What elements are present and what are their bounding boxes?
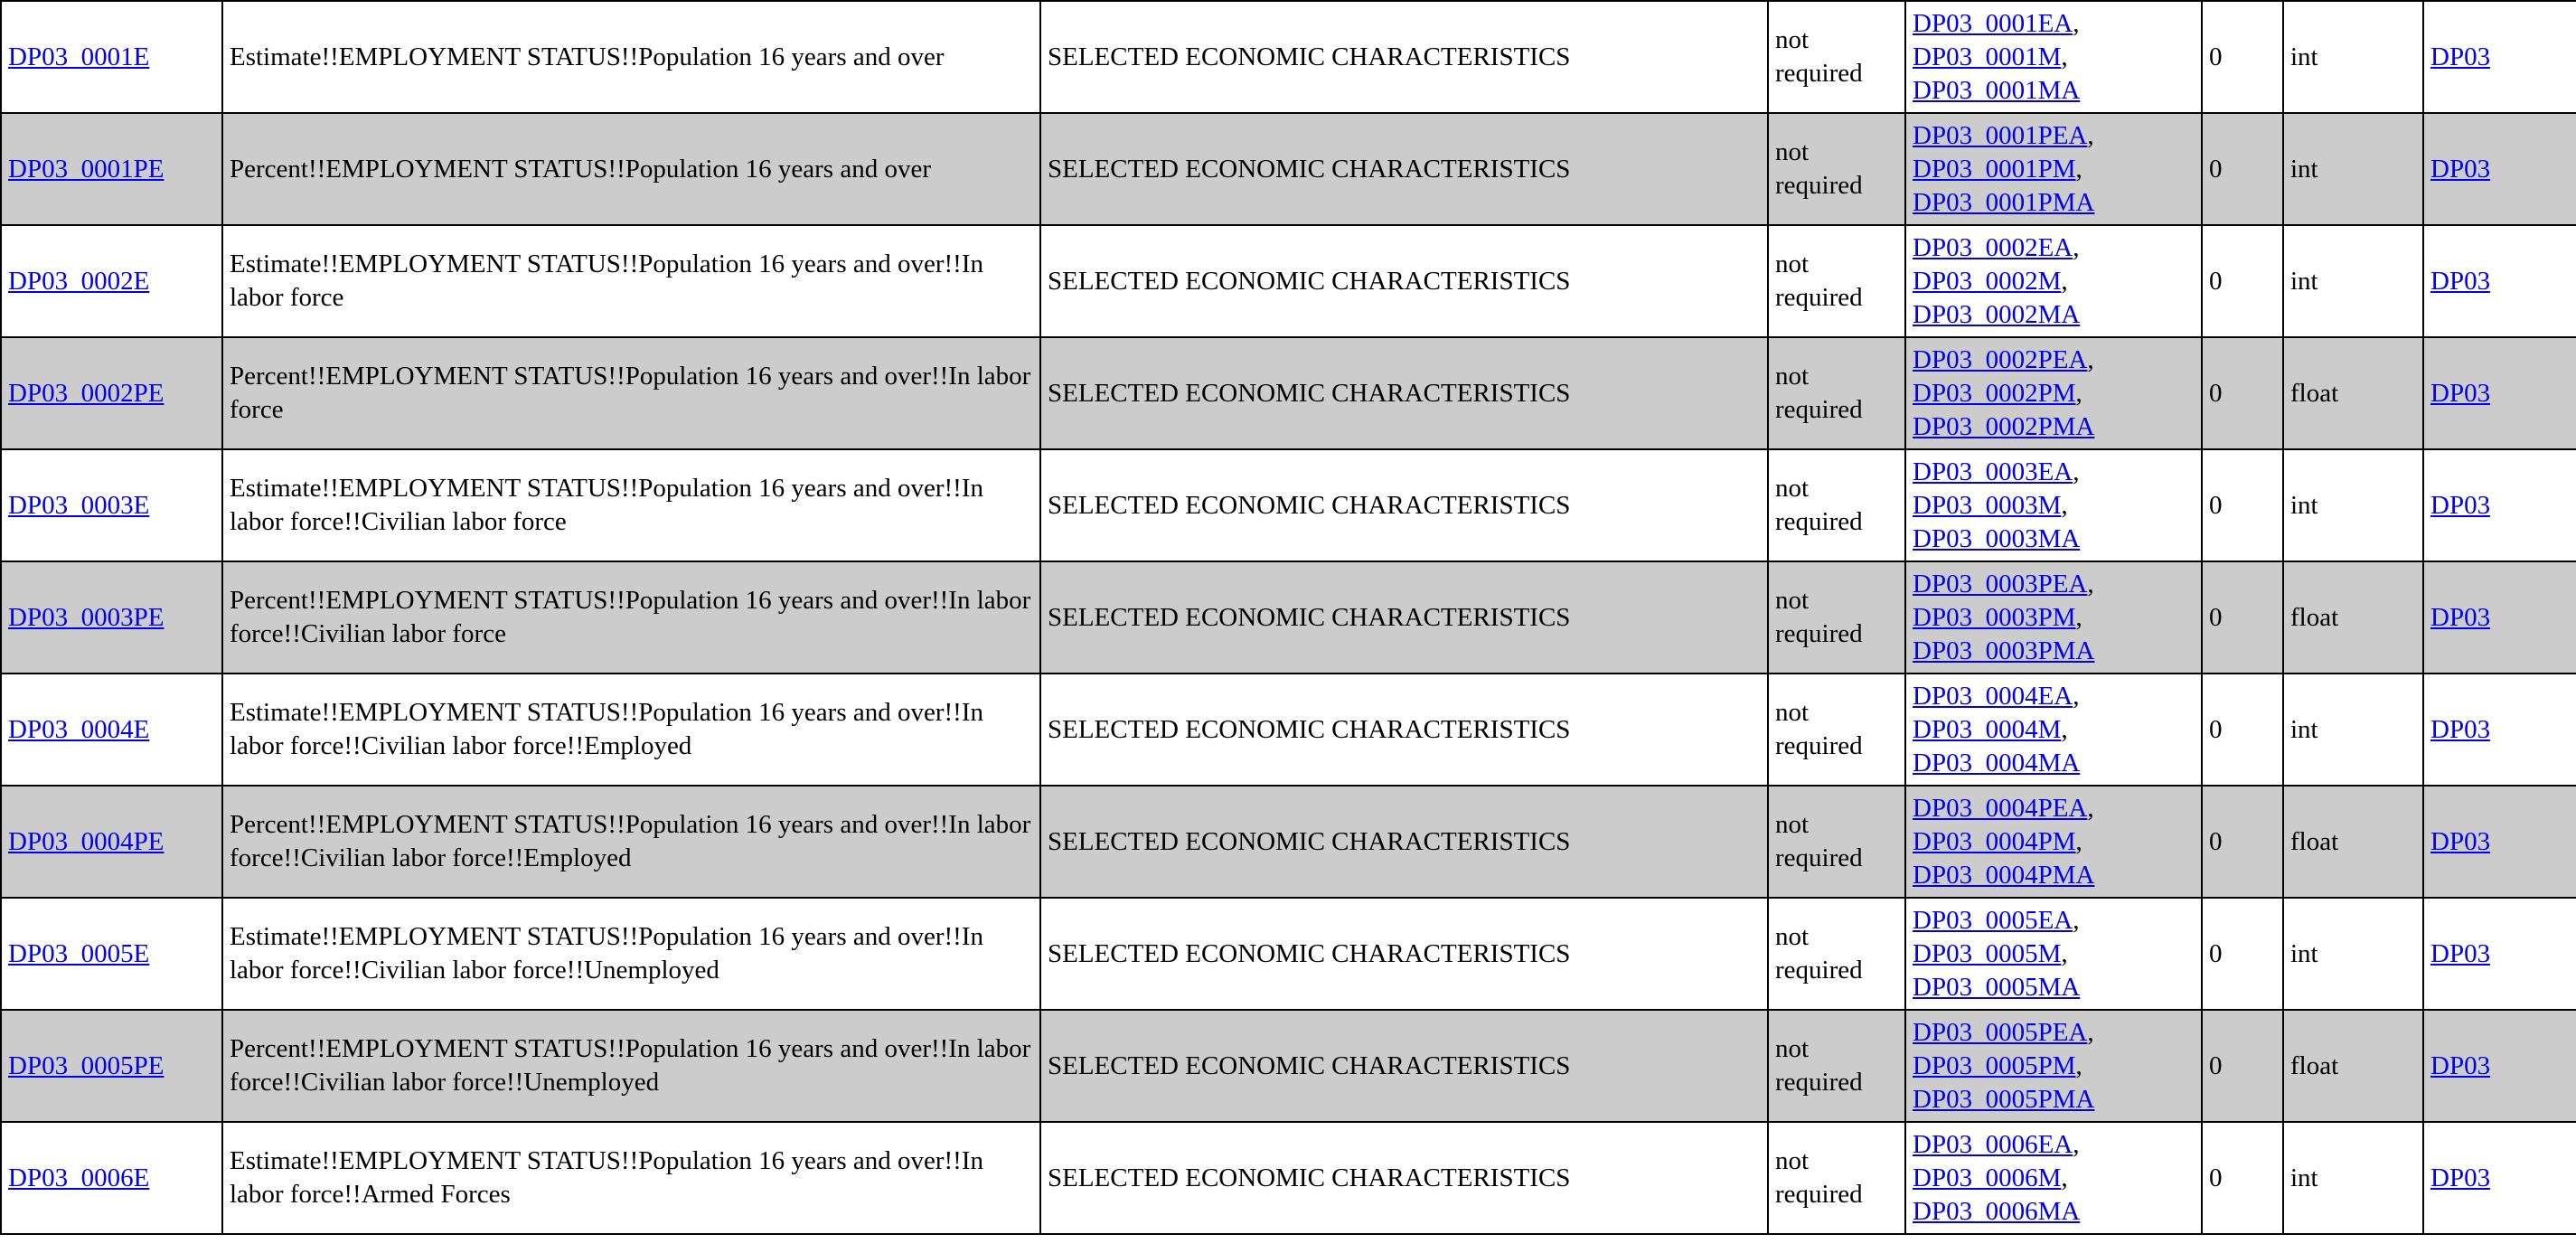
group-cell: [2423, 1, 2576, 113]
attribute-separator: ,: [2075, 154, 2082, 184]
group-cell-link[interactable]: DP03: [2430, 1163, 2491, 1192]
concept-cell: SELECTED ECONOMIC CHARACTERISTICS: [1040, 225, 1768, 337]
attributes-cell: [1905, 1, 2202, 113]
label-cell: Estimate!!EMPLOYMENT STATUS!!Population 16 years and over!!In labor force!!Civilian labor force!!Unemployed: [222, 898, 1040, 1010]
predicate-type-cell: int: [2283, 674, 2423, 786]
limit-cell: 0: [2202, 561, 2283, 674]
attribute-link[interactable]: DP03_0005PEA: [1913, 1017, 2088, 1047]
attribute-separator: ,: [2073, 232, 2080, 262]
concept-cell: SELECTED ECONOMIC CHARACTERISTICS: [1040, 113, 1768, 225]
predicate-type-cell: float: [2283, 786, 2423, 898]
concept-cell: SELECTED ECONOMIC CHARACTERISTICS: [1040, 786, 1768, 898]
label-cell: Percent!!EMPLOYMENT STATUS!!Population 16 years and over!!In labor force!!Civilian labor force!!Employed: [222, 786, 1040, 898]
variable-name-cell: [1, 449, 222, 561]
attribute-link[interactable]: DP03_0001PM: [1913, 154, 2076, 184]
attribute-separator: ,: [2073, 681, 2080, 711]
attribute-link[interactable]: DP03_0004PM: [1913, 826, 2076, 856]
limit-cell: 0: [2202, 337, 2283, 449]
label-cell: Estimate!!EMPLOYMENT STATUS!!Population 16 years and over!!In labor force: [222, 225, 1040, 337]
variable-name-cell-link[interactable]: DP03_0005E: [8, 938, 150, 968]
table-row: [1, 449, 2576, 561]
attribute-separator: ,: [2073, 905, 2080, 935]
attribute-separator: ,: [2087, 793, 2094, 823]
variable-name-cell: [1, 225, 222, 337]
group-cell: [2423, 561, 2576, 674]
variable-name-cell-link[interactable]: DP03_0001PE: [8, 154, 165, 184]
predicate-type-cell: int: [2283, 225, 2423, 337]
variable-name-cell-link[interactable]: DP03_0005PE: [8, 1050, 165, 1080]
group-cell: [2423, 113, 2576, 225]
attribute-separator: ,: [2087, 569, 2094, 598]
variable-name-cell-link[interactable]: DP03_0002PE: [8, 378, 165, 408]
table-row: [1, 113, 2576, 225]
limit-cell: 0: [2202, 449, 2283, 561]
attribute-link[interactable]: DP03_0002EA: [1913, 232, 2073, 262]
attribute-link[interactable]: DP03_0006M: [1913, 1163, 2062, 1192]
attributes-cell: [1905, 674, 2202, 786]
group-cell: [2423, 898, 2576, 1010]
attribute-link[interactable]: DP03_0005PM: [1913, 1050, 2076, 1080]
predicate-type-cell: int: [2283, 449, 2423, 561]
predicate-type-cell: int: [2283, 1122, 2423, 1234]
required-cell: not required: [1768, 1, 1905, 113]
group-cell-link[interactable]: DP03: [2430, 714, 2491, 744]
limit-cell: 0: [2202, 786, 2283, 898]
attribute-link[interactable]: DP03_0004PEA: [1913, 793, 2088, 823]
attribute-separator: ,: [2061, 1163, 2068, 1192]
required-cell: not required: [1768, 113, 1905, 225]
attribute-separator: ,: [2087, 120, 2094, 150]
group-cell: [2423, 1122, 2576, 1234]
attribute-link[interactable]: DP03_0001M: [1913, 42, 2062, 71]
label-cell: Percent!!EMPLOYMENT STATUS!!Population 16 years and over!!In labor force: [222, 337, 1040, 449]
group-cell-link[interactable]: DP03: [2430, 938, 2491, 968]
attributes-cell: [1905, 337, 2202, 449]
variable-name-cell: [1, 113, 222, 225]
attribute-link[interactable]: DP03_0005M: [1913, 938, 2062, 968]
limit-cell: 0: [2202, 1, 2283, 113]
limit-cell: 0: [2202, 1122, 2283, 1234]
table-row: [1, 337, 2576, 449]
variable-name-cell: [1, 337, 222, 449]
attribute-separator: ,: [2061, 938, 2068, 968]
variable-name-cell-link[interactable]: DP03_0004E: [8, 714, 150, 744]
attribute-separator: ,: [2075, 602, 2082, 632]
attribute-separator: ,: [2061, 714, 2068, 744]
group-cell-link[interactable]: DP03: [2430, 602, 2491, 632]
predicate-type-cell: float: [2283, 337, 2423, 449]
table-row: [1, 898, 2576, 1010]
concept-cell: SELECTED ECONOMIC CHARACTERISTICS: [1040, 1010, 1768, 1122]
predicate-type-cell: float: [2283, 1010, 2423, 1122]
attribute-link[interactable]: DP03_0002PMA: [1913, 411, 2095, 441]
required-cell: not required: [1768, 561, 1905, 674]
attribute-link[interactable]: DP03_0004EA: [1913, 681, 2073, 711]
limit-cell: 0: [2202, 898, 2283, 1010]
variable-name-cell-link[interactable]: DP03_0001E: [8, 42, 150, 71]
concept-cell: SELECTED ECONOMIC CHARACTERISTICS: [1040, 449, 1768, 561]
required-cell: not required: [1768, 449, 1905, 561]
attribute-link[interactable]: DP03_0002MA: [1913, 299, 2081, 329]
group-cell: [2423, 1010, 2576, 1122]
variable-name-cell-link[interactable]: DP03_0003PE: [8, 602, 165, 632]
group-cell-link[interactable]: DP03: [2430, 266, 2491, 296]
group-cell: [2423, 337, 2576, 449]
attribute-link[interactable]: DP03_0002PM: [1913, 378, 2076, 408]
label-cell: Estimate!!EMPLOYMENT STATUS!!Population 16 years and over: [222, 1, 1040, 113]
required-cell: not required: [1768, 1010, 1905, 1122]
attributes-cell: [1905, 225, 2202, 337]
group-cell: [2423, 449, 2576, 561]
required-cell: not required: [1768, 786, 1905, 898]
attribute-link[interactable]: DP03_0001PEA: [1913, 120, 2088, 150]
attributes-cell: [1905, 786, 2202, 898]
attribute-separator: ,: [2087, 344, 2094, 374]
limit-cell: 0: [2202, 1010, 2283, 1122]
attributes-cell: [1905, 113, 2202, 225]
required-cell: not required: [1768, 1122, 1905, 1234]
attribute-separator: ,: [2075, 1050, 2082, 1080]
attribute-link[interactable]: DP03_0003M: [1913, 490, 2062, 520]
table-row: [1, 1010, 2576, 1122]
attribute-separator: ,: [2073, 8, 2080, 38]
variable-name-cell: [1, 561, 222, 674]
label-cell: Percent!!EMPLOYMENT STATUS!!Population 16 years and over: [222, 113, 1040, 225]
limit-cell: 0: [2202, 225, 2283, 337]
predicate-type-cell: int: [2283, 898, 2423, 1010]
concept-cell: SELECTED ECONOMIC CHARACTERISTICS: [1040, 898, 1768, 1010]
variable-name-cell-link[interactable]: DP03_0003E: [8, 490, 150, 520]
attribute-link[interactable]: DP03_0004MA: [1913, 748, 2081, 777]
predicate-type-cell: int: [2283, 113, 2423, 225]
attribute-link[interactable]: DP03_0001PMA: [1913, 187, 2095, 217]
variable-name-cell: [1, 1122, 222, 1234]
variable-name-cell: [1, 1010, 222, 1122]
attributes-cell: [1905, 1122, 2202, 1234]
group-cell-link[interactable]: DP03: [2430, 378, 2491, 408]
attribute-link[interactable]: DP03_0003PMA: [1913, 636, 2095, 665]
concept-cell: SELECTED ECONOMIC CHARACTERISTICS: [1040, 561, 1768, 674]
attribute-link[interactable]: DP03_0004PMA: [1913, 860, 2095, 890]
attribute-link[interactable]: DP03_0001EA: [1913, 8, 2073, 38]
required-cell: not required: [1768, 225, 1905, 337]
attribute-separator: ,: [2075, 826, 2082, 856]
attribute-link[interactable]: DP03_0002M: [1913, 266, 2062, 296]
attribute-separator: ,: [2087, 1017, 2094, 1047]
attribute-separator: ,: [2061, 490, 2068, 520]
label-cell: Estimate!!EMPLOYMENT STATUS!!Population 16 years and over!!In labor force!!Armed Forces: [222, 1122, 1040, 1234]
group-cell: [2423, 225, 2576, 337]
variable-name-cell: [1, 898, 222, 1010]
attribute-link[interactable]: DP03_0002PEA: [1913, 344, 2088, 374]
table-row: [1, 1, 2576, 113]
attributes-cell: [1905, 449, 2202, 561]
attribute-separator: ,: [2075, 378, 2082, 408]
attribute-link[interactable]: DP03_0001MA: [1913, 75, 2081, 105]
required-cell: not required: [1768, 337, 1905, 449]
table-body: [1, 1, 2576, 1234]
table-row: [1, 1122, 2576, 1234]
attribute-link[interactable]: DP03_0003EA: [1913, 457, 2073, 486]
variable-name-cell: [1, 674, 222, 786]
group-cell-link[interactable]: DP03: [2430, 154, 2491, 184]
attribute-link[interactable]: DP03_0003MA: [1913, 523, 2081, 553]
attribute-link[interactable]: DP03_0005EA: [1913, 905, 2073, 935]
table-row: [1, 225, 2576, 337]
group-cell-link[interactable]: DP03: [2430, 1050, 2491, 1080]
attributes-cell: [1905, 1010, 2202, 1122]
attributes-cell: [1905, 561, 2202, 674]
concept-cell: SELECTED ECONOMIC CHARACTERISTICS: [1040, 674, 1768, 786]
attribute-link[interactable]: DP03_0003PEA: [1913, 569, 2088, 598]
concept-cell: SELECTED ECONOMIC CHARACTERISTICS: [1040, 337, 1768, 449]
limit-cell: 0: [2202, 113, 2283, 225]
attribute-link[interactable]: DP03_0005MA: [1913, 972, 2081, 1002]
variable-name-cell: [1, 786, 222, 898]
predicate-type-cell: float: [2283, 561, 2423, 674]
predicate-type-cell: int: [2283, 1, 2423, 113]
variable-name-cell-link[interactable]: DP03_0004PE: [8, 826, 165, 856]
attribute-separator: ,: [2061, 266, 2068, 296]
limit-cell: 0: [2202, 674, 2283, 786]
attribute-separator: ,: [2073, 1129, 2080, 1159]
group-cell: [2423, 786, 2576, 898]
attribute-link[interactable]: DP03_0006MA: [1913, 1196, 2081, 1226]
table-row: [1, 561, 2576, 674]
attribute-link[interactable]: DP03_0006EA: [1913, 1129, 2073, 1159]
concept-cell: SELECTED ECONOMIC CHARACTERISTICS: [1040, 1, 1768, 113]
attribute-link[interactable]: DP03_0005PMA: [1913, 1084, 2095, 1114]
concept-cell: SELECTED ECONOMIC CHARACTERISTICS: [1040, 1122, 1768, 1234]
label-cell: Estimate!!EMPLOYMENT STATUS!!Population 16 years and over!!In labor force!!Civilian labor force: [222, 449, 1040, 561]
attribute-link[interactable]: DP03_0003PM: [1913, 602, 2076, 632]
required-cell: not required: [1768, 898, 1905, 1010]
table-row: [1, 786, 2576, 898]
required-cell: not required: [1768, 674, 1905, 786]
attributes-cell: [1905, 898, 2202, 1010]
table-row: [1, 674, 2576, 786]
variable-name-cell-link[interactable]: DP03_0002E: [8, 266, 150, 296]
variable-name-cell: [1, 1, 222, 113]
label-cell: Percent!!EMPLOYMENT STATUS!!Population 16 years and over!!In labor force!!Civilian labor force: [222, 561, 1040, 674]
label-cell: Estimate!!EMPLOYMENT STATUS!!Population 16 years and over!!In labor force!!Civilian labor force!!Employed: [222, 674, 1040, 786]
attribute-separator: ,: [2061, 42, 2068, 71]
group-cell: [2423, 674, 2576, 786]
group-cell-link[interactable]: DP03: [2430, 826, 2491, 856]
variable-name-cell-link[interactable]: DP03_0006E: [8, 1163, 150, 1192]
attribute-separator: ,: [2073, 457, 2080, 486]
group-cell-link[interactable]: DP03: [2430, 42, 2491, 71]
group-cell-link[interactable]: DP03: [2430, 490, 2491, 520]
label-cell: Percent!!EMPLOYMENT STATUS!!Population 16 years and over!!In labor force!!Civilian labor force!!Unemployed: [222, 1010, 1040, 1122]
attribute-link[interactable]: DP03_0004M: [1913, 714, 2062, 744]
